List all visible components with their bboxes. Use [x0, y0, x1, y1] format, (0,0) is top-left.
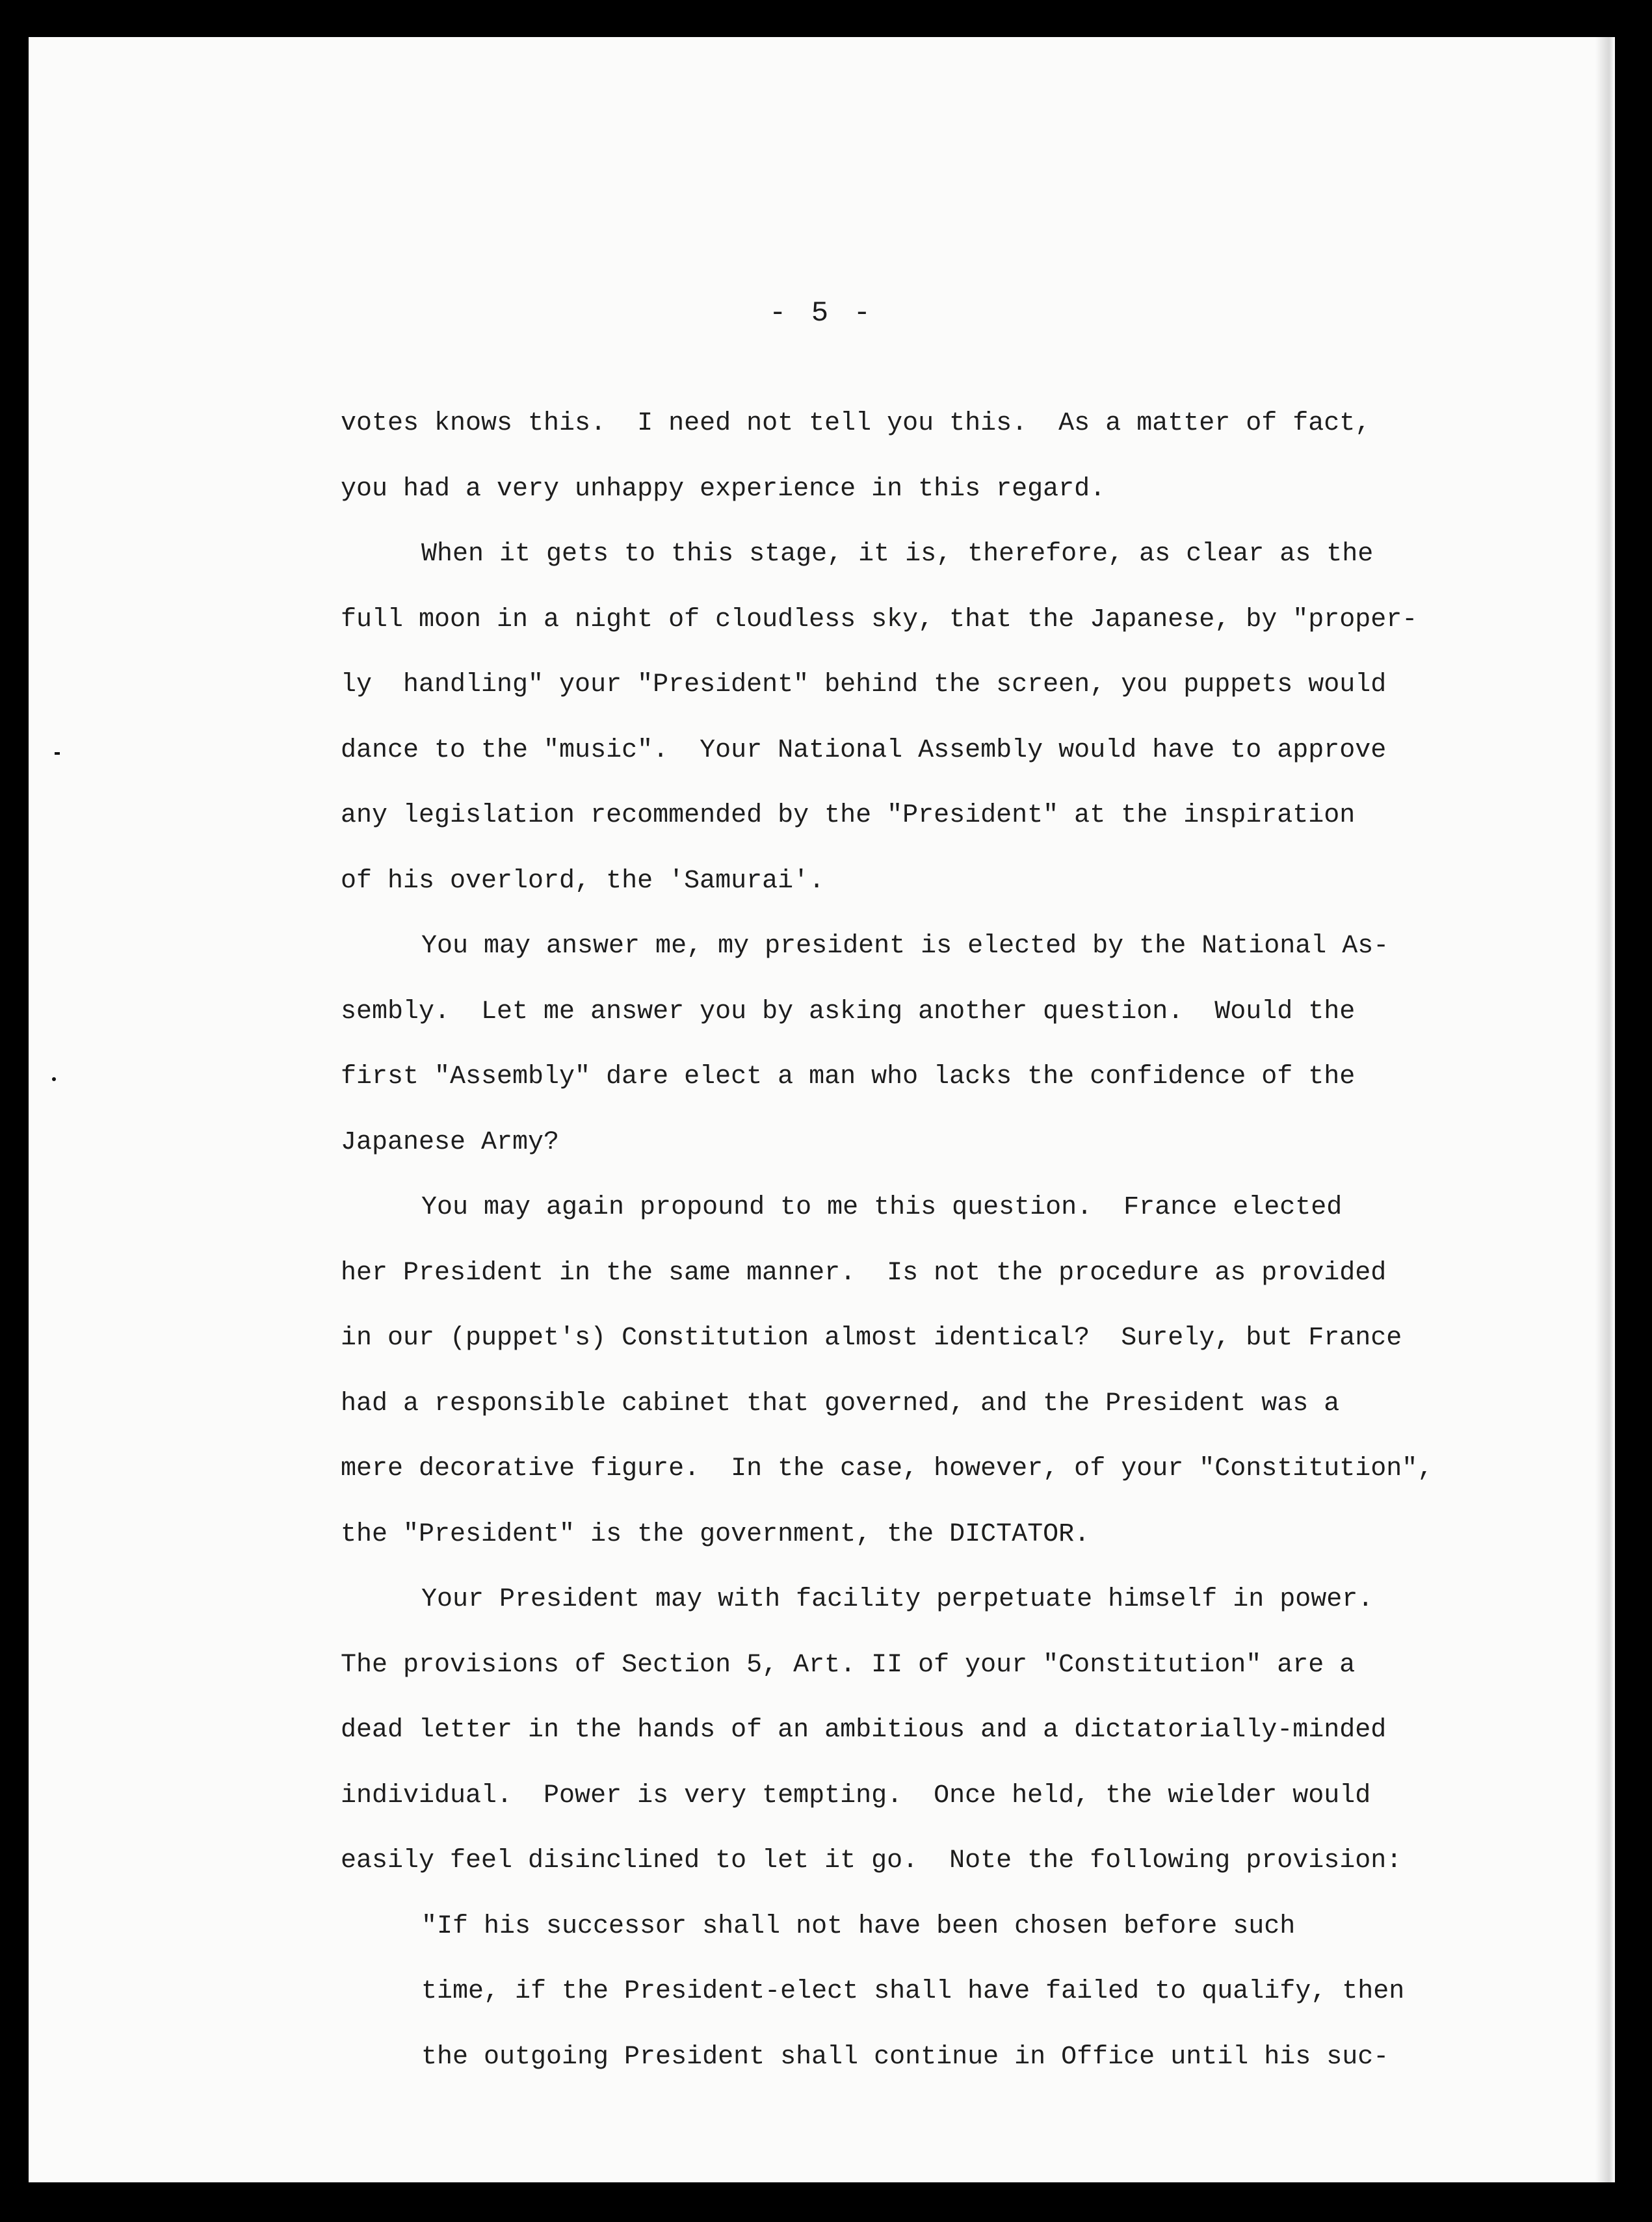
text-line: the outgoing President shall continue in Office until his suc-: [421, 2042, 1389, 2072]
text-line: Japanese Army?: [341, 1127, 560, 1157]
text-line: time, if the President-elect shall have failed to qualify, then: [421, 1977, 1405, 2006]
text-line: "If his successor shall not have been chosen before such: [421, 1911, 1296, 1941]
text-line: the "President" is the government, the DICTATOR.: [341, 1519, 1090, 1549]
text-line: mere decorative figure. In the case, however, of your "Constitution",: [341, 1454, 1434, 1484]
text-line: dead letter in the hands of an ambitious and a dictatorially-minded: [341, 1716, 1387, 1745]
text-line: easily feel disinclined to let it go. Note the following provision:: [341, 1846, 1402, 1876]
text-line: full moon in a night of cloudless sky, that the Japanese, by "proper-: [341, 605, 1418, 634]
margin-mark: [52, 1077, 56, 1081]
text-line: When it gets to this stage, it is, therefore, as clear as the: [421, 540, 1374, 569]
text-line: Your President may with facility perpetuate himself in power.: [421, 1585, 1374, 1614]
body-text: [341, 391, 1589, 2090]
text-line: first "Assembly" dare elect a man who lacks the confidence of the: [341, 1062, 1356, 1091]
text-line: her President in the same manner. Is not the procedure as provided: [341, 1258, 1387, 1288]
text-line: You may again propound to me this question. France elected: [421, 1193, 1343, 1222]
text-line: The provisions of Section 5, Art. II of your "Constitution" are a: [341, 1650, 1356, 1680]
page-edge-shadow: [1595, 37, 1615, 2182]
text-line: sembly. Let me answer you by asking another question. Would the: [341, 997, 1356, 1026]
page-number: - 5 -: [768, 297, 875, 330]
text-line: You may answer me, my president is elected by the National As-: [421, 932, 1389, 961]
text-line: you had a very unhappy experience in this regard.: [341, 474, 1106, 504]
text-line: ly handling" your "President" behind the screen, you puppets would: [341, 670, 1387, 699]
text-line: votes knows this. I need not tell you this. As a matter of fact,: [341, 409, 1371, 438]
margin-mark: [55, 752, 60, 755]
text-line: in our (puppet's) Constitution almost identical? Surely, but France: [341, 1324, 1402, 1353]
text-line: had a responsible cabinet that governed, and the President was a: [341, 1389, 1340, 1418]
text-line: individual. Power is very tempting. Once held, the wielder would: [341, 1781, 1371, 1810]
text-line: of his overlord, the 'Samurai'.: [341, 866, 825, 896]
document-page: [29, 37, 1615, 2182]
text-line: any legislation recommended by the "President" at the inspiration: [341, 801, 1356, 830]
text-line: dance to the "music". Your National Assembly would have to approve: [341, 735, 1387, 765]
